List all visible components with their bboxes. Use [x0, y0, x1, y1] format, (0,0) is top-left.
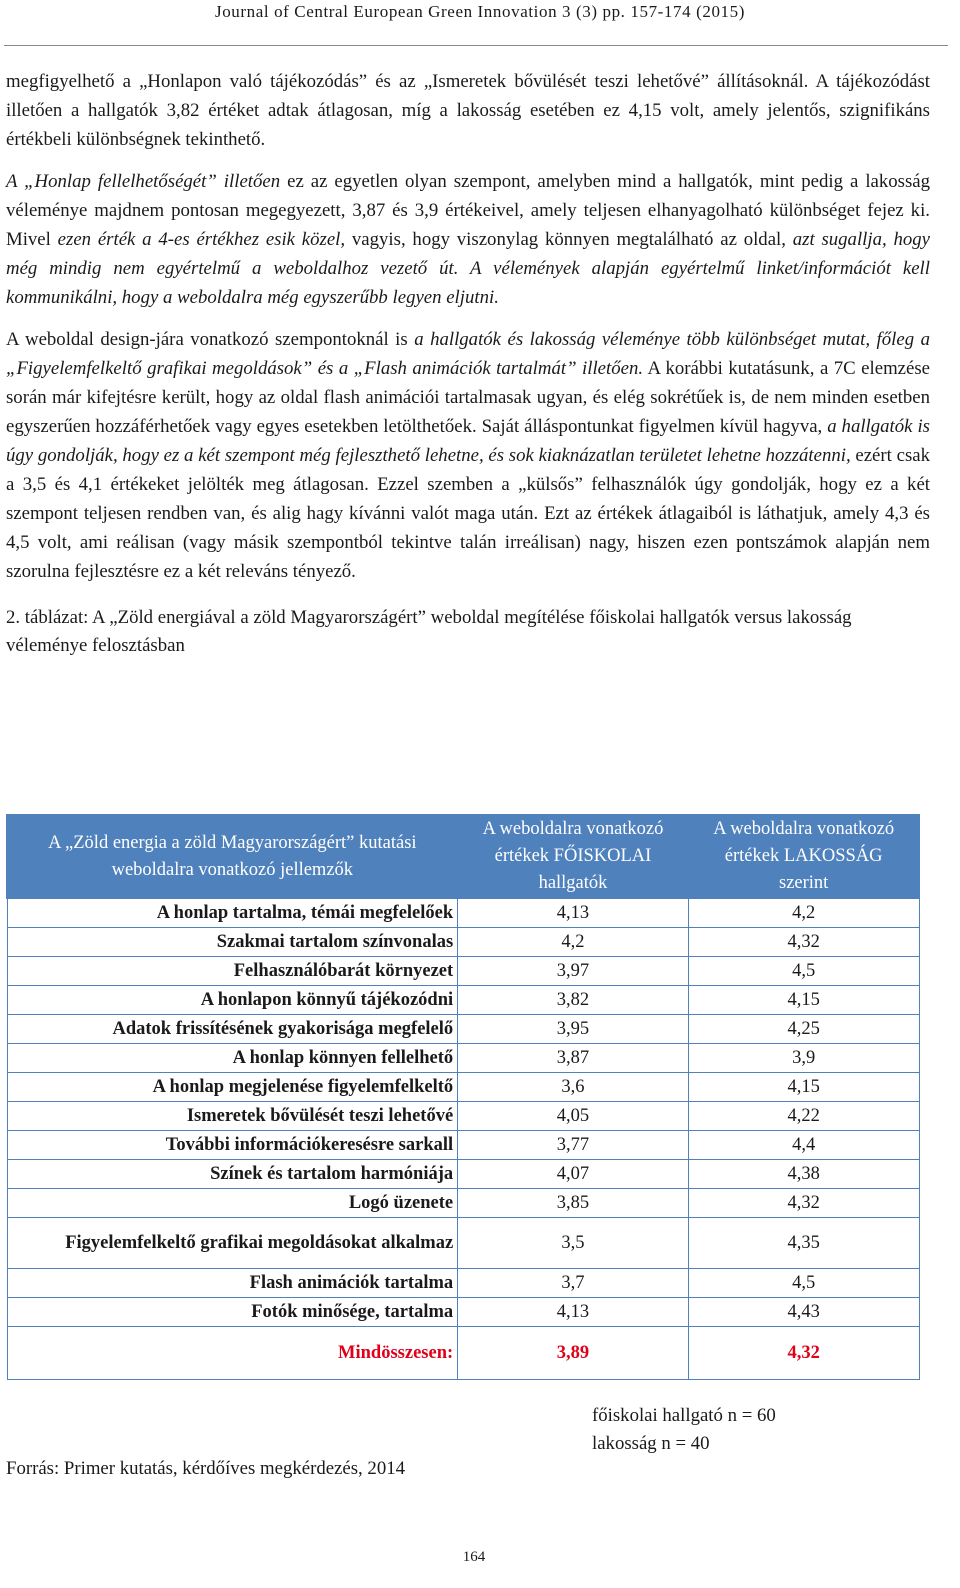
public-n: lakosság n = 40	[592, 1433, 710, 1454]
students-value: 4,13	[458, 1298, 689, 1327]
public-value: 3,9	[688, 1044, 919, 1073]
students-value: 4,13	[458, 898, 689, 928]
p3-text-2: A korábbi kutatásunk, a 7C elemzése során már kifejtésre került, hogy az oldal flash animációi tartalmasak ugyan, és elég sokrétűek is, de nem minden esetben egyszerűen hozzáférhetőek vagy egyes esetekben letölthetőek. Saját álláspontunkat figyelmen kívül hagyva,	[6, 358, 930, 437]
table-row	[7, 1015, 919, 1044]
table-row	[7, 1044, 919, 1073]
table-row	[7, 986, 919, 1015]
students-value: 4,2	[458, 928, 689, 957]
table-row	[7, 1218, 919, 1269]
public-value: 4,32	[688, 1189, 919, 1218]
total-public: 4,32	[688, 1327, 919, 1380]
total-label: Mindösszesen:	[7, 1327, 458, 1380]
row-label: Fotók minősége, tartalma	[7, 1298, 458, 1327]
row-label: Adatok frissítésének gyakorisága megfelelő	[7, 1015, 458, 1044]
col-header-public-text: A weboldalra vonatkozó értékek LAKOSSÁG szerint	[713, 819, 895, 893]
col-header-criteria	[7, 815, 458, 898]
p2-text-2: vagyis, hogy viszonylag könnyen megtalálható az oldal,	[345, 229, 793, 250]
table-row	[7, 1189, 919, 1218]
row-label: További információkeresésre sarkall	[7, 1131, 458, 1160]
table-header-row	[7, 815, 919, 898]
row-label: Színek és tartalom harmóniája	[7, 1160, 458, 1189]
students-value: 3,77	[458, 1131, 689, 1160]
students-value: 3,97	[458, 957, 689, 986]
students-value: 3,82	[458, 986, 689, 1015]
p3-text-1: A weboldal design-jára vonatkozó szempontoknál is	[6, 329, 415, 350]
col-header-students-text: A weboldalra vonatkozó értékek FŐISKOLAI hallgatók	[482, 819, 664, 893]
row-label: Flash animációk tartalma	[7, 1269, 458, 1298]
row-label: A honlap könnyen fellelhető	[7, 1044, 458, 1073]
students-value: 3,85	[458, 1189, 689, 1218]
body-text	[6, 67, 930, 660]
table-row	[7, 1073, 919, 1102]
row-label: Logó üzenete	[7, 1189, 458, 1218]
source-note: Forrás: Primer kutatás, kérdőíves megkérdezés, 2014	[6, 1458, 405, 1479]
students-value: 3,5	[458, 1218, 689, 1269]
row-label: A honlap tartalma, témái megfelelőek	[7, 898, 458, 928]
paragraph-2	[6, 167, 930, 312]
table-row	[7, 1131, 919, 1160]
p2-italic-2: ezen érték a 4-es értékhez esik közel,	[57, 229, 346, 250]
row-label: Ismeretek bővülését teszi lehetővé	[7, 1102, 458, 1131]
total-row	[7, 1327, 919, 1380]
row-label: Felhasználóbarát környezet	[7, 957, 458, 986]
total-students: 3,89	[458, 1327, 689, 1380]
public-value: 4,32	[688, 928, 919, 957]
public-value: 4,5	[688, 957, 919, 986]
students-value: 3,7	[458, 1269, 689, 1298]
row-label: A honlapon könnyű tájékozódni	[7, 986, 458, 1015]
public-value: 4,2	[688, 898, 919, 928]
public-value: 4,43	[688, 1298, 919, 1327]
students-value: 4,07	[458, 1160, 689, 1189]
p3-italic-2: a hallgatók is úgy gondolják, hogy ez a két szempont még fejleszthető lehetne, és sok kiaknázatlan területet lehetne hozzátenni,	[6, 416, 930, 466]
public-value: 4,38	[688, 1160, 919, 1189]
students-n: főiskolai hallgató n = 60	[592, 1405, 776, 1426]
header-rule	[4, 45, 948, 46]
p3-italic-1: a hallgatók és lakosság véleménye több különbséget mutat, főleg a „Figyelemfelkeltő grafikai megoldások” és a „Flash animációk tartalmát” illetően.	[6, 329, 930, 379]
row-label: A honlap megjelenése figyelemfelkeltő	[7, 1073, 458, 1102]
students-value: 3,87	[458, 1044, 689, 1073]
public-value: 4,22	[688, 1102, 919, 1131]
public-value: 4,15	[688, 986, 919, 1015]
students-value: 4,05	[458, 1102, 689, 1131]
paragraph-3	[6, 325, 930, 586]
table-row	[7, 928, 919, 957]
col-header-criteria-text: A „Zöld energia a zöld Magyarországért” kutatási weboldalra vonatkozó jellemzők	[48, 832, 417, 880]
students-value: 3,95	[458, 1015, 689, 1044]
public-value: 4,5	[688, 1269, 919, 1298]
col-header-public	[688, 815, 919, 898]
col-header-students	[458, 815, 689, 898]
public-value: 4,4	[688, 1131, 919, 1160]
row-label	[7, 1218, 458, 1269]
page-number: 164	[462, 1549, 486, 1565]
row-label-text: Figyelemfelkeltő grafikai megoldásokat alkalmaz	[65, 1232, 454, 1253]
table-caption: 2. táblázat: A „Zöld energiával a zöld Magyarországért” weboldal megítélése főiskolai hallgatók versus lakosság véleménye felosztásban	[6, 607, 852, 656]
table-row	[7, 1269, 919, 1298]
journal-header: Journal of Central European Green Innovation 3 (3) pp. 157-174 (2015)	[214, 2, 746, 21]
p2-text-1: ez az egyetlen olyan szempont, amelyben mind a hallgatók, mint pedig a lakosság véleménye majdnem pontosan megegyezett, 3,87 és 3,9 értékeivel, amely teljesen elhanyagolható különbséget fejez ki. Mivel	[6, 171, 930, 250]
sample-size-notes	[592, 1402, 776, 1458]
p3-text-3: ezért csak a 3,5 és 4,1 értékeket jelölték meg átlagosan. Ezzel szemben a „külsős” felhasználók úgy gondolják, hogy ez a két szempont teljesen rendben van, és alig hagy kívánni valót maga után. Ezt az értékek átlagaiból is láthatjuk, amely 4,3 és 4,5 volt, ami reálisan (vagy másik szempontból tekintve talán irreálisan) nagy, hiszen ezen pontszámok alapján nem szorulna fejlesztésre ez a két releváns tényező.	[6, 445, 930, 582]
public-value: 4,15	[688, 1073, 919, 1102]
paragraph-1: megfigyelhető a „Honlapon való tájékozódás” és az „Ismeretek bővülését teszi lehetővé” állításoknál. A tájékozódást illetően a hallgatók 3,82 értéket adtak átlagosan, míg a lakosság esetében ez 4,15 volt, amely jelentős, szignifikáns értékbeli különbségnek tekinthető.	[6, 71, 930, 150]
public-value: 4,25	[688, 1015, 919, 1044]
p2-italic-3: azt sugallja, hogy még mindig nem egyértelmű a weboldalhoz vezető út. A vélemények alapján egyértelmű linket/információt kell kommunikálni, hogy a weboldalra még egyszerűbb legyen eljutni.	[6, 229, 930, 308]
p2-italic-1: A „Honlap fellelhetőségét” illetően	[6, 171, 281, 192]
public-value: 4,35	[688, 1218, 919, 1269]
row-label: Szakmai tartalom színvonalas	[7, 928, 458, 957]
table-row	[7, 1160, 919, 1189]
table-row	[7, 898, 919, 928]
students-value: 3,6	[458, 1073, 689, 1102]
table-row	[7, 957, 919, 986]
table-row	[7, 1102, 919, 1131]
table-row	[7, 1298, 919, 1327]
ratings-table	[6, 814, 920, 1380]
